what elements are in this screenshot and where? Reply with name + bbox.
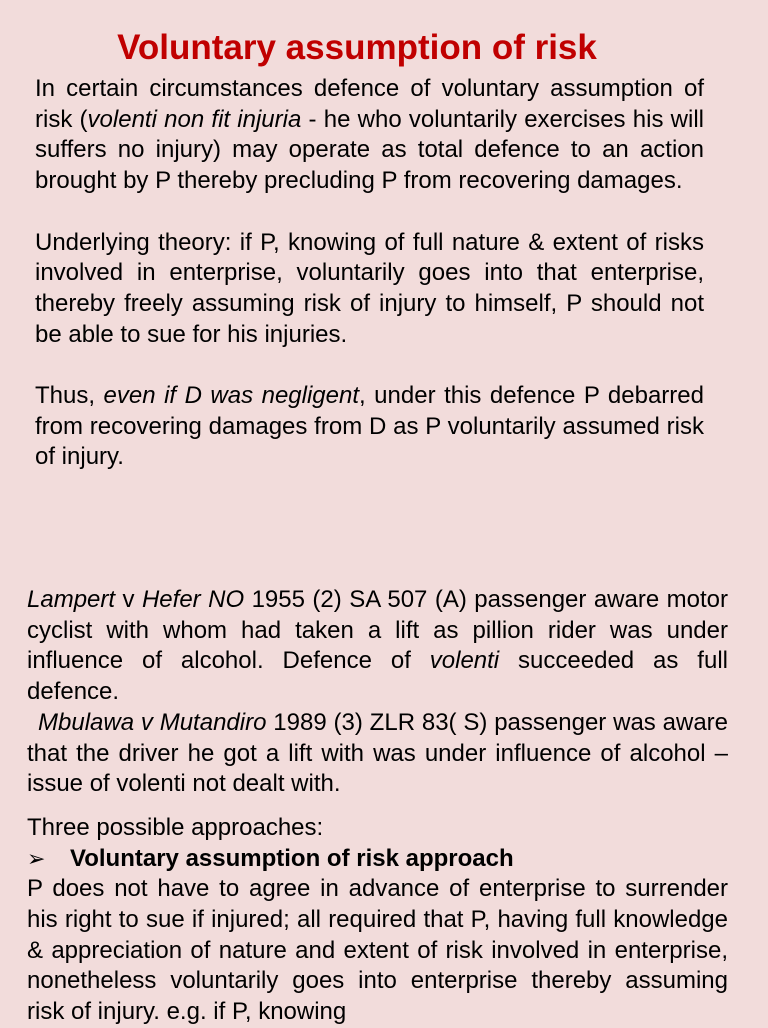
bullet-item bbox=[27, 844, 728, 875]
case-text: 1955 (2) SA 507 (A) passenger aware motor cyclist with whom had taken a lift as pillion rider was under influence of alcohol. Defence of bbox=[27, 586, 729, 675]
arrow-bullet-icon: ➢ bbox=[27, 845, 46, 871]
case-party: Hefer NO bbox=[141, 586, 245, 613]
paragraph-text: Thus, bbox=[35, 382, 104, 409]
case-party: Lampert bbox=[27, 586, 116, 613]
paragraph-text: In certain circumstances defence of voluntary assumption of risk ( bbox=[35, 75, 704, 133]
intro-text-block bbox=[35, 74, 704, 473]
approach-description: P does not have to agree in advance of enterprise to surrender his right to sue if injured; all required that P, having full knowledge & appreciation of nature and extent of risk involved in enterprise, nonetheless voluntarily goes into enterprise thereby assuming risk of injury. e.g. if P, knowing bbox=[27, 875, 728, 1026]
case-lampert bbox=[27, 585, 728, 708]
slide-title: Voluntary assumption of risk bbox=[117, 28, 597, 67]
cases-text-block bbox=[27, 585, 728, 1028]
latin-maxim: volenti non fit injuria bbox=[87, 105, 302, 133]
paragraph-definition bbox=[35, 74, 704, 197]
bullet-heading: Voluntary assumption of risk approach bbox=[70, 844, 514, 872]
approaches-intro: Three possible approaches: bbox=[27, 813, 324, 841]
case-mbulawa bbox=[27, 708, 728, 800]
paragraph-underlying-theory: Underlying theory: if P, knowing of full nature & extent of risks involved in enterprise, voluntarily goes into that enterprise, thereby freely assuming risk of injury to himself, P should not be able to sue for his injuries. bbox=[35, 228, 704, 348]
case-text: succeeded as full defence. bbox=[27, 647, 728, 706]
case-name: Mbulawa v Mutandiro bbox=[38, 708, 267, 736]
paragraph-text: , under this defence P debarred from recovering damages from D as P voluntarily assumed risk of injury. bbox=[35, 382, 704, 471]
case-text: 1989 (3) ZLR 83( S) passenger was aware that the driver he got a lift with was under influence of alcohol – issue of volenti not dealt with. bbox=[27, 708, 729, 798]
emphasis-text: volenti bbox=[429, 647, 500, 675]
paragraph-text: - he who voluntarily exercises his will suffers no injury) may operate as total defence to an action brought by P thereby precluding P from recovering damages. bbox=[35, 105, 705, 195]
paragraph-negligence bbox=[35, 381, 704, 473]
emphasis-text: even if D was negligent bbox=[103, 382, 360, 409]
case-versus: v bbox=[115, 586, 142, 613]
